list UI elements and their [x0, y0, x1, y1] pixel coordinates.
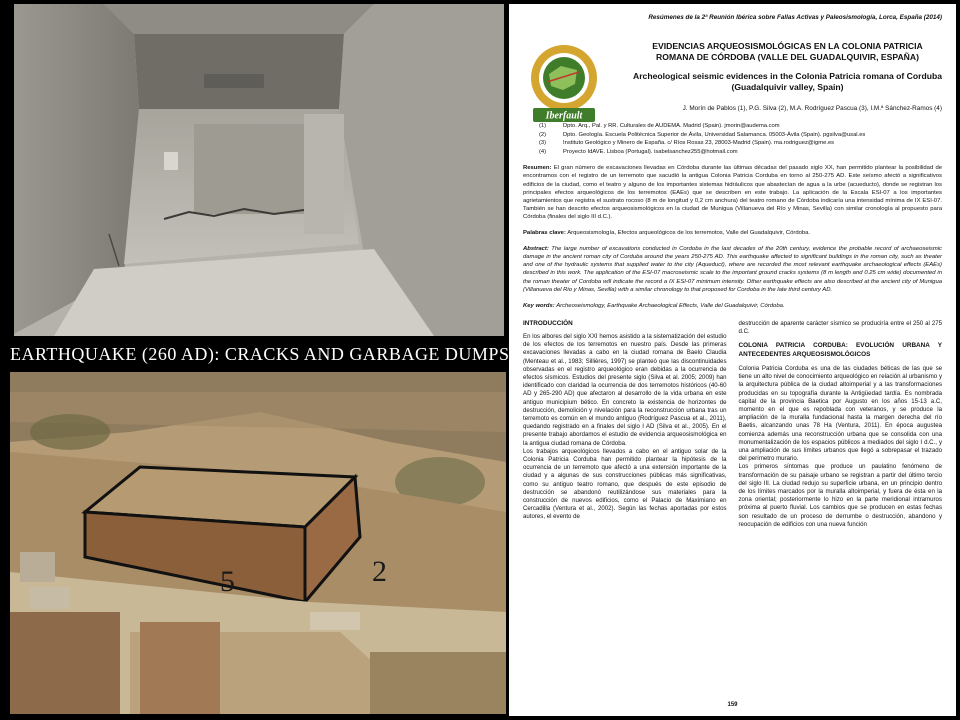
resumen: Resumen: El gran número de excavaciones llevadas en Córdoba durante las últimas décadas del pasado siglo XX, han permitido plantear la posibilidad de encontramos con el registro de un terremoto que sacudió la antigua Colonia Patricia Corduba en torno al 250-275 AD. Este seísmo afectó a significativos edificios de la ciudad, como el teatro y alguno de los importantes sistemas hidráulicos que abastecían de agua a la urbe (acueducto), donde se registran los principales efectos arqueológicos de los terremotos (EAEs) que se describen en este trabajo. La aplicación de la Escala ESI-07 a los importantes agrietamientos que registra el sustrato rocoso (8 m de longitud y 0,2 cm anchura) del teatro romano de Córdoba indicaría una intensidad mínima de IX ESI-07. También se han descrito efectos arqueosismológicos en la ciudad de Munigua (Villanueva del Río y Minas, Sevilla) con similar cronología al propuesto para Córdoba (finales del siglo III d.C.). — [523, 165, 942, 220]
proceedings-header: Resúmenes de la 2ª Reunión Ibérica sobre Fallas Activas y Paleosismología, Lorca, España (2014) — [648, 14, 942, 21]
excavation-illustration — [14, 4, 504, 336]
authors: J. Morín de Pablos (1), P.G. Silva (2), M.A. Rodríguez Pascua (3), I.M.ª Sánchez-Ramos (4) — [682, 105, 942, 112]
intro-paragraph: Los trabajos arqueológicos llevados a cabo en el antiguo solar de la Colonia Patricia Corduba han permitido plantear la hipótesis de la ocurrencia de un terremoto que afectó a una extensión importante de la ciudad y a algunas de sus construcciones públicas más significativas, como su antiguo teatro romano, que después de este episodio de destrucción se abandonó reutilizándose sus materiales para la construcción de nuevos edificios, como el Palacio de Maximiano en Cercadilla (Ventura et al., 2002). Según las fechas aportadas por estos autores, el evento de — [523, 447, 727, 521]
abstract: Abstract: The large number of excavations conducted in Cordoba in the last decades of the 20th century, evidence the probable record of archaeoseismic damage in the ancient roman city of Corduba around the years 250-275 AD. This earthquake affected to significant buildings in the roman city, such as theater and one of the hydraulic systems that supplied water to the city (Aqueduct), where are recorded the most relevant earthquake archaeological effects (EAEs) described in this work. The application of the ESI-07 macroseismic scale to the important ground cracks systems (8 m length and 0.25 cm wide) documented in the roman theater of Cordoba will indicate the record a IX ESI-07 minimum intensity. Other earthquake effects are also described at the ancient city of Munigua (Villanueva del Rio y Minas, Sevilla) with a similar chronology to that proposed for Cordoba in the late third century AD. — [523, 246, 943, 293]
sector-label-5: 5 — [220, 565, 235, 598]
sector-label-2: 2 — [372, 555, 387, 588]
affiliation: (2) Dpto. Geología. Escuela Politécnica Superior de Ávila, Universidad Salamanca. 05003-Ávila (Spain). pgsilva@usal.es — [539, 131, 866, 138]
theatre-ruins-photo — [10, 372, 506, 714]
intro-paragraph: En los albores del siglo XXI hemos asistido a la sistematización del estudio de los efectos de los terremotos en nuestro país. Desde las primeras excavaciones llevadas a cabo en la ciudad romana de Baelo Claudia (Menteau et al., 1983; Sillières, 1997) se planteó que las discontinuidades observadas en el registro arqueológico eran debidas a la ocurrencia de efectos sísmicos. Estudios del presente siglo (Silva et al. 2005; 2009) han identificado con claridad la ocurrencia de dos terremotos históricos (40-60 AD y 265-290 AD) que afectaron al desarrollo de la vida urbana en este antiguo municipium bético. En concreto la existencia de horizontes de destrucción, demolición y nivelación para la reconstrucción urbana tras un terremoto es común en el mundo antiguo (Rodríguez Pascua et al., 2011), quedando registrado en a finales del siglo I AD (Silva et al., 2005). En el presente trabajo abordamos el estudio de evidencia arqueosismológica en la antigua ciudad romana de Córdoba. — [523, 332, 727, 447]
affiliation: (1) Dpto. Arq., Pal. y RR. Culturales de AUDEMA. Madrid (Spain). jmorin@audema.com — [539, 123, 780, 129]
key-words: Key words: Archeoseismology, Earthquake Archaeological Effects, Valle del Guadalquivir, Córdoba. — [523, 302, 785, 309]
iberfault-logo — [527, 44, 601, 124]
body-columns — [523, 320, 942, 529]
paper-page — [509, 4, 956, 716]
palabras-clave: Palabras clave: Arqueosismología, Efectos arqueológicos de los terremotos, Valle del Guadalquivir, Córdoba. — [523, 230, 811, 237]
photo-caption: EARTHQUAKE (260 AD): CRACKS AND GARBAGE DUMPS — [10, 344, 510, 364]
right-column — [739, 320, 943, 529]
section-heading: COLONIA PATRICIA CORDUBA: EVOLUCIÓN URBANA Y ANTECEDENTES ARQUEOSISMOLÓGICOS — [738, 342, 942, 358]
page-number: 159 — [727, 702, 738, 708]
body-paragraph: destrucción de aparente carácter sísmico se produciría entre el 250 al 275 d.C. — [738, 319, 942, 335]
intro-heading: INTRODUCCIÓN — [523, 319, 573, 327]
left-column — [523, 320, 727, 529]
ruins-illustration — [10, 372, 506, 714]
paper-title-english: Archeological seismic evidences in the Colonia Patricia romana of Corduba (Guadalquivir valley, Spain) — [633, 71, 942, 92]
affiliation: (4) Proyecto IdAVE. Lisboa (Portugal). isabelsanchez255@hotmail.com — [539, 148, 738, 155]
body-paragraph: Los primeros síntomas que produce un paulatino fenómeno de transformación de su paisaje urbano se registran a partir del último tercio del siglo III. La ciudad redujo su superficie urbana, en un principio dentro de los límites marcados por la muralla altoimperial, y fuera de ésta en la zona oriental; posteriormente lo hizo en la parte meridional intramuros próxima al puerto fluvial. Los cambios que se producen en estas fechas son resultado de un proceso de derrumbe o destrucción, abandono y reocupación de edificios con una nueva función — [738, 463, 942, 528]
affiliation: (3) Instituto Geológico y Minero de España. c/ Ríos Rosas 23, 28003-Madrid (Spain). ma.rodriguez@igme.es — [539, 140, 835, 147]
excavation-photo — [14, 4, 504, 336]
affiliations — [523, 122, 942, 156]
body-paragraph: Colonia Patricia Corduba es una de las ciudades béticas de las que se tiene un alto nivel de conocimiento arqueológico en relación al urbanismo y la arquitectura pública de la ciudad altoimperial y a las transformaciones producidas en su topografía durante la Antigüedad tardía. Es nombrada capital de la provincia Baetica por Augusto en los años 15-13 a.C, momento en el que es repoblada con veteranos, y se produce la ampliación de la muralla fundacional hasta la margen derecha del río Baetis, alcanzando unas 78 Ha (Ventura, 2011). En época augustea comienza además una reconstrucción urbana que se consolida con una monumentalización de los espacios públicos a mediados del siglo I d.C., y una ampliación de sus límites urbanos que llegó a sobrepasar el trazado del perímetro murario. — [738, 365, 942, 463]
svg-text:Iberfault: Iberfault — [545, 110, 583, 122]
paper-title-spanish: EVIDENCIAS ARQUEOSISMOLÓGICAS EN LA COLONIA PATRICIA ROMANA DE CÓRDOBA (VALLE DEL GUADALQUIVIR, ESPAÑA) — [652, 41, 923, 62]
